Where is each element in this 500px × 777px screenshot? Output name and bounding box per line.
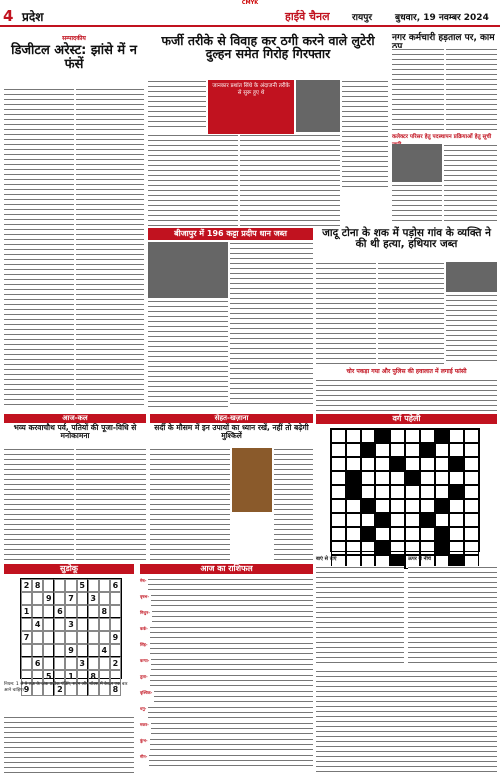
sudoku-cell: [88, 657, 99, 670]
murder-body-2: [378, 262, 444, 364]
crossword-cell: [464, 513, 479, 527]
editorial-body-col-1: [4, 88, 74, 408]
crossword-cell: [420, 429, 435, 443]
horoscope-item: [140, 706, 313, 722]
crossword-cell: [361, 527, 376, 541]
crossword-across-label: बाएं से दाएं: [316, 556, 337, 562]
sudoku-cell: [99, 657, 110, 670]
editorial-title: डिजीटल अरेस्ट: झांसे में न फंसें: [11, 43, 137, 72]
strike-body-3: [444, 144, 497, 224]
crossword-down-label: ऊपर से नीचे: [408, 556, 431, 562]
sudoku-cell: 8: [99, 605, 110, 618]
lead-body-col-3: [240, 134, 340, 226]
crossword-cell: [331, 527, 346, 541]
crossword-cell: [449, 499, 464, 513]
sudoku-cell: 4: [32, 618, 43, 631]
bijapur-body-2: [230, 242, 313, 408]
horoscope-text: [154, 690, 313, 704]
horoscope-text: [151, 722, 313, 736]
crossword-clues-down: [408, 566, 497, 666]
crossword-cell: [420, 527, 435, 541]
horoscope-text: [148, 706, 313, 720]
sudoku-cell: [77, 644, 88, 657]
crossword-cell: [361, 513, 376, 527]
crossword-cell: [375, 471, 390, 485]
sudoku-cell: [65, 605, 76, 618]
horoscope-text: [151, 594, 313, 608]
sudoku-cell: [88, 644, 99, 657]
crossword-cell: [405, 429, 420, 443]
strike-body-2: [446, 48, 497, 130]
sudoku-cell: [54, 579, 65, 592]
sudoku-cell: [43, 657, 54, 670]
sudoku-cell: 8: [32, 579, 43, 592]
crossword-cell: [375, 513, 390, 527]
crossword-cell: [361, 443, 376, 457]
sudoku-cell: 3: [88, 592, 99, 605]
crossword-cell: [405, 485, 420, 499]
crossword-cell: [346, 513, 361, 527]
crossword-cell: [449, 513, 464, 527]
horoscope-item: [140, 658, 313, 674]
crossword-cell: [449, 485, 464, 499]
sudoku-cell: 1: [65, 670, 76, 683]
sudoku-cell: [54, 644, 65, 657]
crossword-cell: [375, 499, 390, 513]
sudoku-cell: [54, 618, 65, 631]
crossword-cell: [405, 513, 420, 527]
horoscope-item: [140, 626, 313, 642]
paper-name: हाईवे चैनल: [285, 10, 330, 23]
crossword-cell: [464, 541, 479, 555]
crossword-cell: [331, 499, 346, 513]
crossword-cell: [390, 485, 405, 499]
horoscope-item: [140, 690, 313, 706]
strike-photo: [392, 144, 442, 182]
crossword-cell: [435, 443, 450, 457]
crossword-cell: [420, 471, 435, 485]
lead-headline: फर्जी तरीके से विवाह कर ठगी करने वाले लुटेरी दुल्हन समेत गिरोह गिरफ्तार: [161, 33, 375, 62]
health-photo: [232, 448, 272, 512]
sudoku-cell: [54, 631, 65, 644]
bijapur-photo: [148, 242, 228, 298]
horoscope-text: [151, 658, 313, 672]
crossword-cell: [405, 527, 420, 541]
sudoku-cell: 3: [77, 657, 88, 670]
crossword-cell: [405, 443, 420, 457]
sudoku-cell: 2: [110, 657, 121, 670]
murder-body-3: [446, 294, 497, 364]
sudoku-cell: [77, 631, 88, 644]
thief-headline: चोर पकड़ा गया और पुलिस की हवालात में लगाई फांसी: [346, 368, 467, 375]
crossword-cell: [346, 457, 361, 471]
horoscope-sign: मकर-: [140, 722, 149, 727]
crossword-cell: [361, 499, 376, 513]
sudoku-cell: [65, 631, 76, 644]
sudoku-cell: [99, 579, 110, 592]
horoscope-sign: मीन-: [140, 754, 148, 759]
masthead: [0, 7, 500, 27]
crossword-cell: [435, 513, 450, 527]
crossword-cell: [331, 471, 346, 485]
crossword-cell: [331, 429, 346, 443]
horoscope-sign: तुला-: [140, 674, 148, 679]
crossword-cell: [390, 471, 405, 485]
crossword-cell: [420, 443, 435, 457]
horoscope-item: [140, 754, 313, 770]
crossword-cell: [361, 541, 376, 555]
crossword-cell: [390, 527, 405, 541]
crossword-cell: [405, 541, 420, 555]
sudoku-cell: 9: [65, 644, 76, 657]
sudoku-cell: 9: [21, 683, 32, 696]
health-label: सेहत-खज़ाना: [150, 414, 313, 423]
horoscope-item: [140, 594, 313, 610]
horoscope-sign: मिथुन-: [140, 610, 150, 615]
horoscope-item: [140, 674, 313, 690]
crossword-cell: [346, 471, 361, 485]
sudoku-cell: [77, 618, 88, 631]
horoscope-text: [148, 578, 313, 592]
lifestyle-body-1: [4, 448, 74, 560]
sudoku-cell: [99, 618, 110, 631]
crossword-cell: [435, 541, 450, 555]
horoscope-sign: कर्क-: [140, 626, 148, 631]
crossword-cell: [435, 499, 450, 513]
sudoku-cell: [54, 657, 65, 670]
horoscope-item: [140, 610, 313, 626]
sudoku-cell: 8: [110, 683, 121, 696]
crossword-cell: [405, 471, 420, 485]
crossword-cell: [375, 457, 390, 471]
crossword-cell: [361, 471, 376, 485]
crossword-cell: [346, 443, 361, 457]
crossword-cell: [390, 443, 405, 457]
crossword-cell: [346, 527, 361, 541]
page-number: 4: [3, 7, 14, 25]
sudoku-cell: [65, 657, 76, 670]
crossword-cell: [405, 457, 420, 471]
sudoku-cell: [99, 631, 110, 644]
sudoku-cell: 6: [32, 657, 43, 670]
sudoku-cell: [43, 644, 54, 657]
crossword-cell: [435, 471, 450, 485]
bijapur-headline: बीजापुर में 196 कट्टा प्रदीप धान जब्त: [148, 228, 313, 240]
sudoku-cell: [77, 592, 88, 605]
crossword-cell: [331, 443, 346, 457]
crossword-cell: [449, 429, 464, 443]
issue-date: बुधवार, 19 नवम्बर 2024: [395, 13, 489, 23]
sudoku-cell: [32, 631, 43, 644]
crossword-cell: [435, 485, 450, 499]
sudoku-cell: [54, 592, 65, 605]
horoscope-sign: कन्या-: [140, 658, 150, 663]
crossword-cell: [361, 429, 376, 443]
cmyk-marker: CMYK: [241, 0, 259, 6]
sudoku-cell: [88, 631, 99, 644]
sudoku-cell: 7: [21, 631, 32, 644]
crossword-cell: [435, 457, 450, 471]
horoscope-sign: सिंह-: [140, 642, 148, 647]
crossword-cell: [346, 499, 361, 513]
crossword-cell: [420, 499, 435, 513]
editorial-label: सम्पादकीय: [62, 35, 86, 42]
sudoku-cell: 6: [54, 605, 65, 618]
murder-photo: [446, 262, 497, 292]
crossword-cell: [449, 443, 464, 457]
crossword-cell: [435, 429, 450, 443]
crossword-answers: [316, 670, 497, 773]
sudoku-cell: 2: [54, 683, 65, 696]
crossword-cell: [331, 541, 346, 555]
sudoku-cell: [88, 618, 99, 631]
crossword-cell: [449, 527, 464, 541]
strike-headline: नगर कर्मचारी हड़ताल पर, काम: [392, 33, 495, 43]
murder-headline: जादू टोना के शक में पड़ोस गांव के व्यक्ति ने की थी हत्या, हथियार जब्त: [322, 227, 491, 251]
sudoku-cell: 5: [43, 670, 54, 683]
thief-body: [316, 379, 497, 411]
sudoku-cell: 3: [65, 618, 76, 631]
crossword-cell: [331, 513, 346, 527]
sudoku-cell: [43, 605, 54, 618]
crossword-cell: [464, 429, 479, 443]
sudoku-cell: [110, 644, 121, 657]
crossword-cell: [464, 499, 479, 513]
strike-subheadline: कलेक्टर परिसर हेतु पदस्थापन प्रक्रियाओं हेतु सूची: [392, 134, 492, 140]
crossword-cell: [346, 429, 361, 443]
crossword-cell: [449, 457, 464, 471]
bijapur-body-1: [148, 300, 228, 408]
health-body-1: [150, 448, 230, 560]
crossword-cell: [331, 485, 346, 499]
sudoku-cell: 6: [110, 579, 121, 592]
sudoku-cell: [99, 592, 110, 605]
health-headline: सर्दी के मौसम में इन उपायों का ध्यान रखें, नहीं तो बढ़ेगी मुश्किलें: [154, 423, 309, 440]
crossword-cell: [464, 485, 479, 499]
horoscope-sign: वृश्चिक-: [140, 690, 153, 695]
crossword-cell: [375, 429, 390, 443]
sudoku-cell: [21, 644, 32, 657]
horoscope-title: आज का राशिफल: [140, 564, 313, 574]
sudoku-cell: [43, 631, 54, 644]
horoscope-list: [140, 578, 313, 773]
horoscope-text: [150, 738, 313, 752]
crossword-cell: [375, 527, 390, 541]
sudoku-cell: [88, 579, 99, 592]
sudoku-cell: [32, 605, 43, 618]
sudoku-cell: [21, 618, 32, 631]
strike-body-4: [392, 184, 442, 224]
sudoku-cell: 7: [65, 592, 76, 605]
crossword-cell: [435, 527, 450, 541]
crossword-cell: [375, 443, 390, 457]
lifestyle-body-2: [76, 448, 146, 560]
sudoku-cell: [32, 644, 43, 657]
sudoku-cell: [32, 592, 43, 605]
horoscope-text: [149, 754, 313, 768]
sudoku-cell: 5: [77, 579, 88, 592]
lead-body-col-1: [148, 80, 206, 130]
sudoku-cell: [110, 605, 121, 618]
sudoku-cell: [43, 579, 54, 592]
crossword-cell: [361, 457, 376, 471]
section-title: प्रदेश: [22, 10, 44, 24]
sudoku-cell: 8: [88, 670, 99, 683]
horoscope-sign: मेष-: [140, 578, 147, 583]
crossword-cell: [375, 485, 390, 499]
sudoku-cell: 1: [21, 605, 32, 618]
horoscope-sign: वृषभ-: [140, 594, 150, 599]
sudoku-cell: 4: [99, 644, 110, 657]
sudoku-cell: [110, 618, 121, 631]
horoscope-text: [150, 626, 313, 640]
crossword-cell: [464, 457, 479, 471]
crossword-cell: [390, 429, 405, 443]
horoscope-text: [150, 674, 313, 688]
crossword-title: वर्ग पहेली: [316, 414, 497, 424]
horoscope-text: [152, 610, 313, 624]
lead-inset: जानकार प्रशांत सिंधे के अंदाजनी तरीके से सुरू हुए थे: [208, 80, 294, 134]
crossword-cell: [390, 541, 405, 555]
crossword-cell: [331, 457, 346, 471]
crossword-cell: [464, 443, 479, 457]
crossword-cell: [390, 499, 405, 513]
sudoku-extra-text: [4, 716, 134, 773]
lead-body-col-4: [342, 80, 388, 190]
crossword-cell: [420, 513, 435, 527]
sudoku-cell: [21, 592, 32, 605]
lifestyle-label: आज-कल: [4, 414, 146, 423]
crossword-cell: [390, 457, 405, 471]
crossword-cell: [464, 527, 479, 541]
horoscope-text: [150, 642, 313, 656]
crossword-cell: [405, 499, 420, 513]
sudoku-cell: 9: [110, 631, 121, 644]
editorial-body-col-2: [76, 88, 144, 408]
crossword-cell: [346, 485, 361, 499]
strike-body-1: [392, 48, 444, 130]
sudoku-cell: [110, 592, 121, 605]
crossword-cell: [449, 471, 464, 485]
horoscope-sign: कुंभ-: [140, 738, 148, 743]
health-body-2: [274, 448, 313, 560]
crossword-cell: [420, 485, 435, 499]
crossword-cell: [375, 541, 390, 555]
crossword-cell: [449, 541, 464, 555]
sudoku-cell: 2: [21, 579, 32, 592]
crossword-cell: [420, 457, 435, 471]
crossword-clues-across: [316, 566, 404, 666]
city: रायपुर: [352, 13, 373, 23]
sudoku-cell: [77, 605, 88, 618]
horoscope-sign: धनु-: [140, 706, 147, 711]
crossword-grid: [330, 428, 480, 552]
sudoku-cell: 9: [43, 592, 54, 605]
crossword-cell: [464, 471, 479, 485]
sudoku-cell: [43, 618, 54, 631]
lead-photo: [296, 80, 340, 132]
crossword-cell: [390, 513, 405, 527]
horoscope-item: [140, 722, 313, 738]
murder-body-1: [316, 262, 376, 364]
sudoku-cell: [21, 657, 32, 670]
horoscope-item: [140, 738, 313, 754]
crossword-cell: [420, 541, 435, 555]
crossword-cell: [361, 485, 376, 499]
crossword-cell: [346, 541, 361, 555]
horoscope-item: [140, 578, 313, 594]
horoscope-item: [140, 642, 313, 658]
lifestyle-headline: भव्य करवाचौथ पर्व, पतियों की पूजा-विधि से मनोकामना: [13, 423, 137, 440]
sudoku-cell: [65, 579, 76, 592]
lead-body-col-2: [148, 134, 238, 226]
sudoku-cell: [88, 605, 99, 618]
sudoku-note: नियम: 1 से 9 तक के अंक प्रत्येक पंक्ति, स्तंभ और बॉक्स में केवल एक बार आने चाहिए।: [4, 682, 128, 693]
sudoku-title: सुडोकू: [4, 564, 134, 574]
